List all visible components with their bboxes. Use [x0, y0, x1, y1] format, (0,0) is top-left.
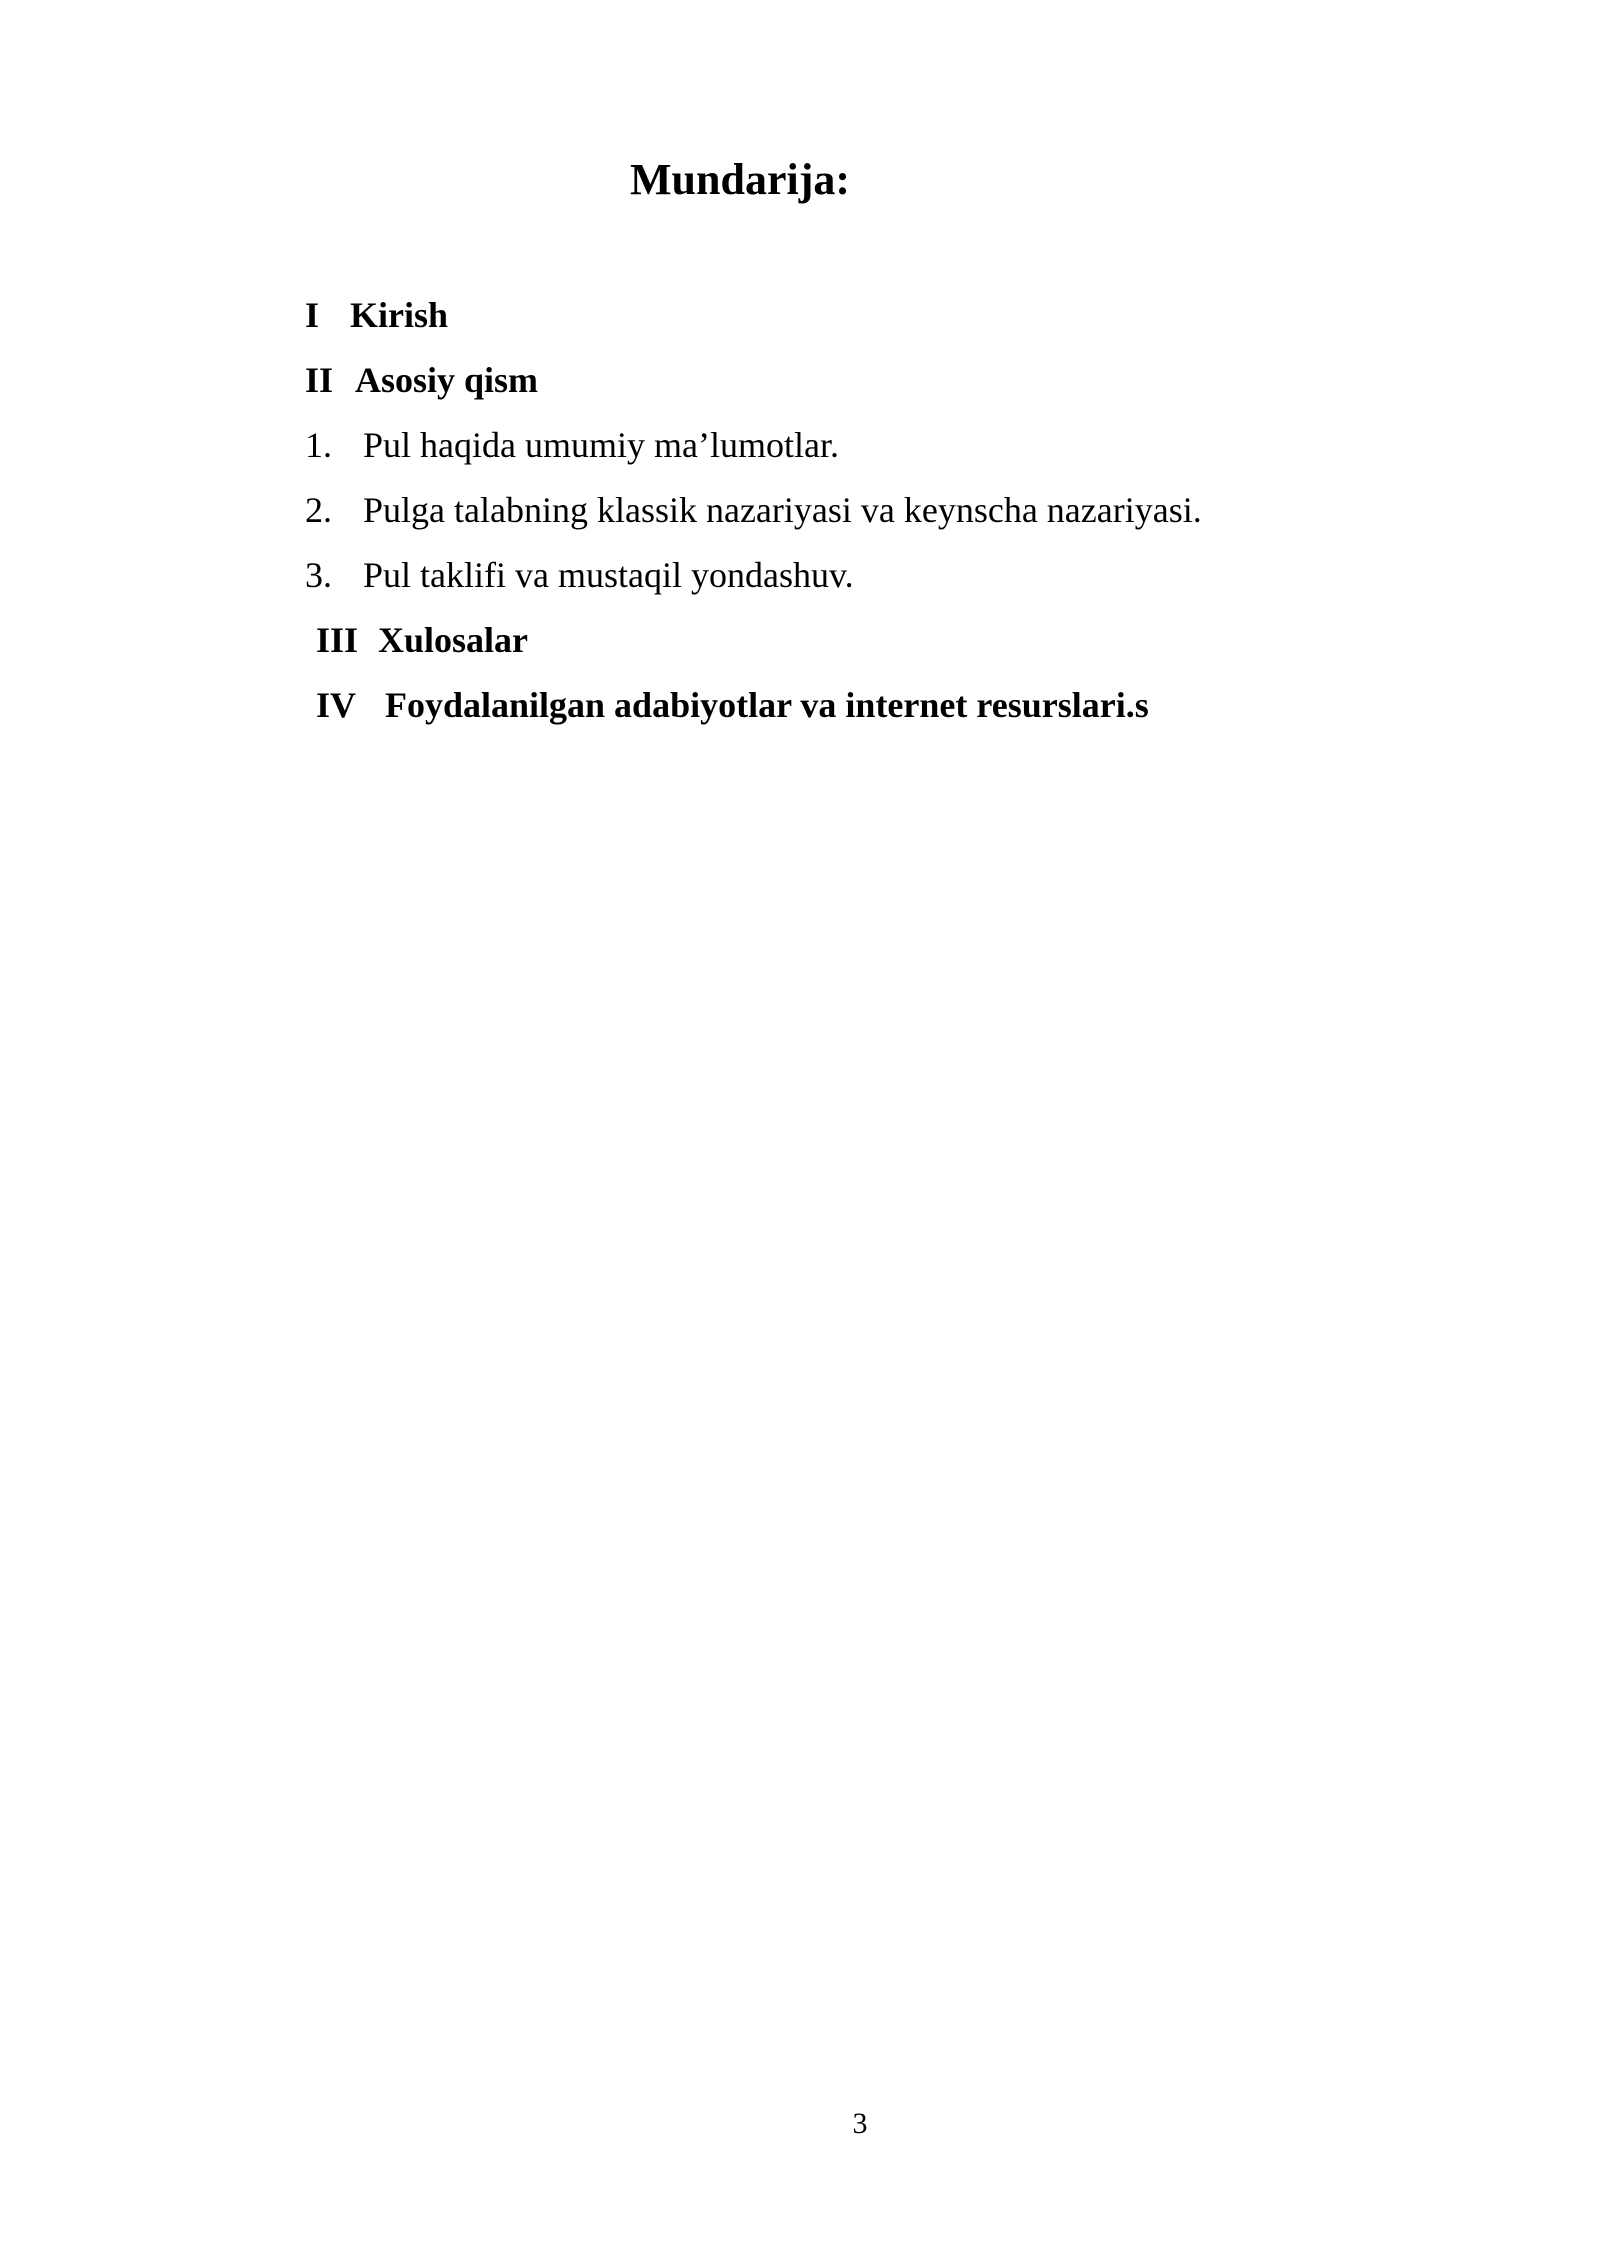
- toc-item-label: Kirish: [350, 295, 449, 335]
- toc-item-kirish: [305, 288, 1405, 353]
- toc-item-number: II: [305, 360, 334, 400]
- toc-item-label: Pul taklifi va mustaqil yondashuv.: [363, 555, 854, 595]
- toc-item-label: Xulosalar: [378, 620, 529, 660]
- toc-item-pul-taklifi: [305, 548, 1405, 613]
- toc-item-pul-haqida: [305, 418, 1405, 483]
- toc-item-label: Foydalanilgan adabiyotlar va internet resurslari.s: [385, 685, 1149, 725]
- toc-item-asosiy-qism: [305, 353, 1405, 418]
- toc-item-number: 3.: [305, 555, 332, 595]
- page-number: 3: [852, 2107, 868, 2140]
- toc-item-label: Pul haqida umumiy ma’lumotlar.: [363, 425, 839, 465]
- toc-item-label: Asosiy qism: [355, 360, 539, 400]
- page-title: Mundarija:: [630, 155, 850, 204]
- toc-item-adabiyotlar: [305, 678, 1405, 743]
- toc-item-number: 2.: [305, 490, 332, 530]
- toc-item-pulga-talab: [305, 483, 1405, 548]
- toc-item-number: 1.: [305, 425, 332, 465]
- toc-item-number: I: [305, 295, 320, 335]
- toc-item-number: IV: [316, 685, 357, 725]
- toc-item-number: III: [316, 620, 359, 660]
- table-of-contents: [305, 288, 1405, 743]
- toc-item-xulosalar: [305, 613, 1405, 678]
- toc-item-label: Pulga talabning klassik nazariyasi va keynscha nazariyasi.: [363, 490, 1202, 530]
